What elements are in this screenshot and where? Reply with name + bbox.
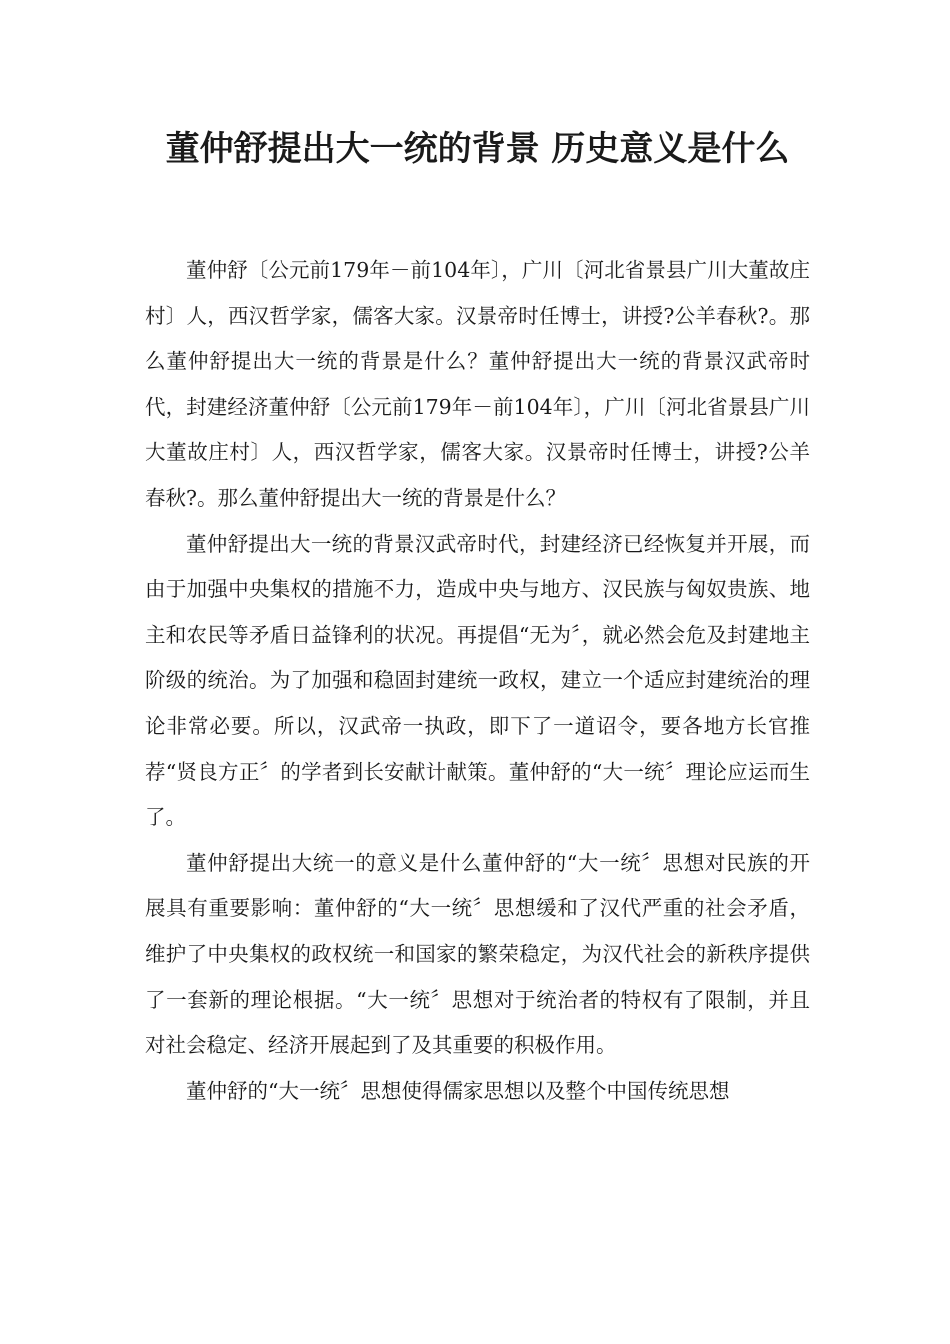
paragraph-1: 董仲舒〔公元前179年－前104年〕，广川〔河北省景县广川大董故庄村〕人，西汉哲学家，儒客大家。汉景帝时任博士，讲授?公羊春秋?。那么董仲舒提出大一统的背景是什么？董仲舒提出大一统的背景汉武帝时代，封建经济董仲舒〔公元前179年－前104年〕，广川〔河北省景县广川大董故庄村〕人，西汉哲学家，儒客大家。汉景帝时任博士，讲授?公羊春秋?。那么董仲舒提出大一统的背景是什么？ (145, 258, 810, 510)
paragraph-3: 董仲舒提出大统一的意义是什么董仲舒的“大一统〞思想对民族的开展具有重要影响：董仲舒的“大一统〞思想缓和了汉代严重的社会矛盾，维护了中央集权的政权统一和国家的繁荣稳定，为汉代社会的新秩序提供了一套新的理论根据。“大一统〞思想对于统治者的特权有了限制，并且对社会稳定、经济开展起到了及其重要的积极作用。 (145, 850, 810, 1058)
paragraph-4: 董仲舒的“大一统〞思想使得儒家思想以及整个中国传统思想 (186, 1078, 730, 1103)
paragraph-2: 董仲舒提出大一统的背景汉武帝时代，封建经济已经恢复并开展，而由于加强中央集权的措施不力，造成中央与地方、汉民族与匈奴贵族、地主和农民等矛盾日益锋利的状况。再提倡“无为〞，就必然会危及封建地主阶级的统治。为了加强和稳固封建统一政权，建立一个适应封建统治的理论非常必要。所以，汉武帝一执政，即下了一道诏令，要各地方长官推荐“贤良方正〞的学者到长安献计献策。董仲舒的“大一统〞理论应运而生了。 (145, 531, 810, 830)
document-body (145, 248, 810, 1114)
document-title: 董仲舒提出大一统的背景 历史意义是什么 (165, 129, 790, 169)
